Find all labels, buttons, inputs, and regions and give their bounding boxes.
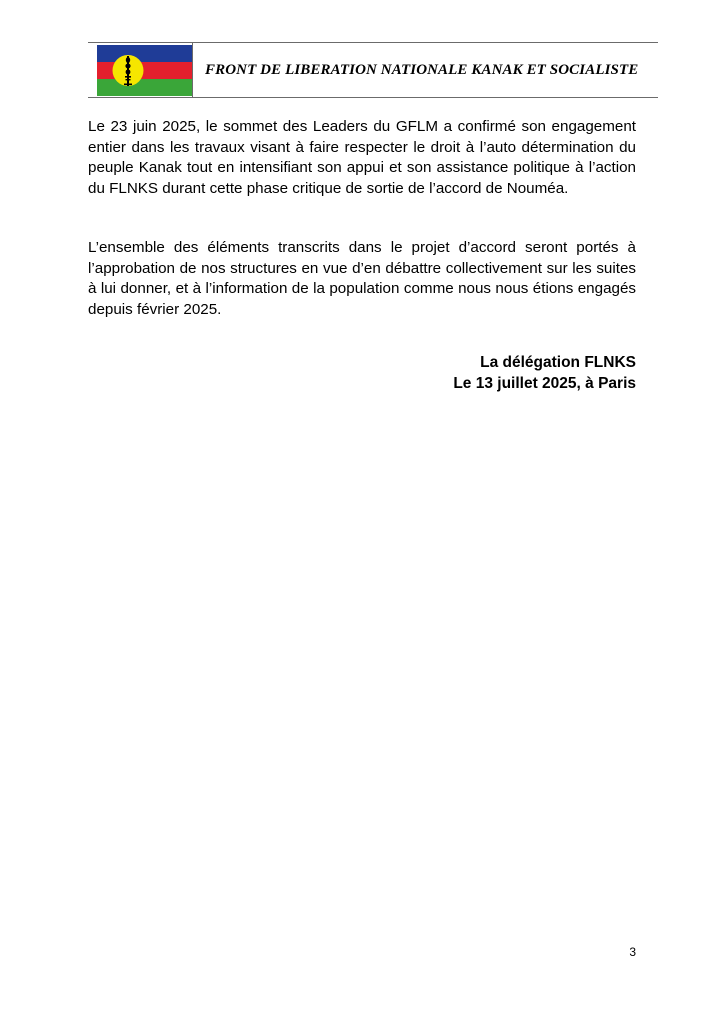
header-top-rule [88,42,658,43]
signature-delegation: La délégation FLNKS [480,354,636,371]
header-bottom-rule [88,97,658,98]
page-number: 3 [629,945,636,959]
flag-stripe-green [97,79,192,96]
kanaky-flag-icon [97,45,192,96]
header-divider [192,42,193,97]
flag-stripe-blue [97,45,192,62]
body-paragraph-2: L’ensemble des éléments transcrits dans le projet d’accord seront portés à l’approbation de nos structures en vue d’en débattre collectivement sur les suites à lui donner, et à l’information de la population comme nous nous étions engagés depuis février 2025. [88,239,636,318]
body-paragraph-1: Le 23 juin 2025, le sommet des Leaders du GFLM a confirmé son engagement entier dans les travaux visant à faire respecter le droit à l’auto détermination du peuple Kanak tout en intensifiant son appui et son assistance politique à l’action du FLNKS durant cette phase critique de sortie de l’accord de Nouméa. [88,118,636,197]
signature-date-place: Le 13 juillet 2025, à Paris [453,375,636,392]
signature-block [380,352,636,394]
flag-stripe-red [97,62,192,79]
organization-title: FRONT DE LIBERATION NATIONALE KANAK ET SOCIALISTE [205,62,639,78]
